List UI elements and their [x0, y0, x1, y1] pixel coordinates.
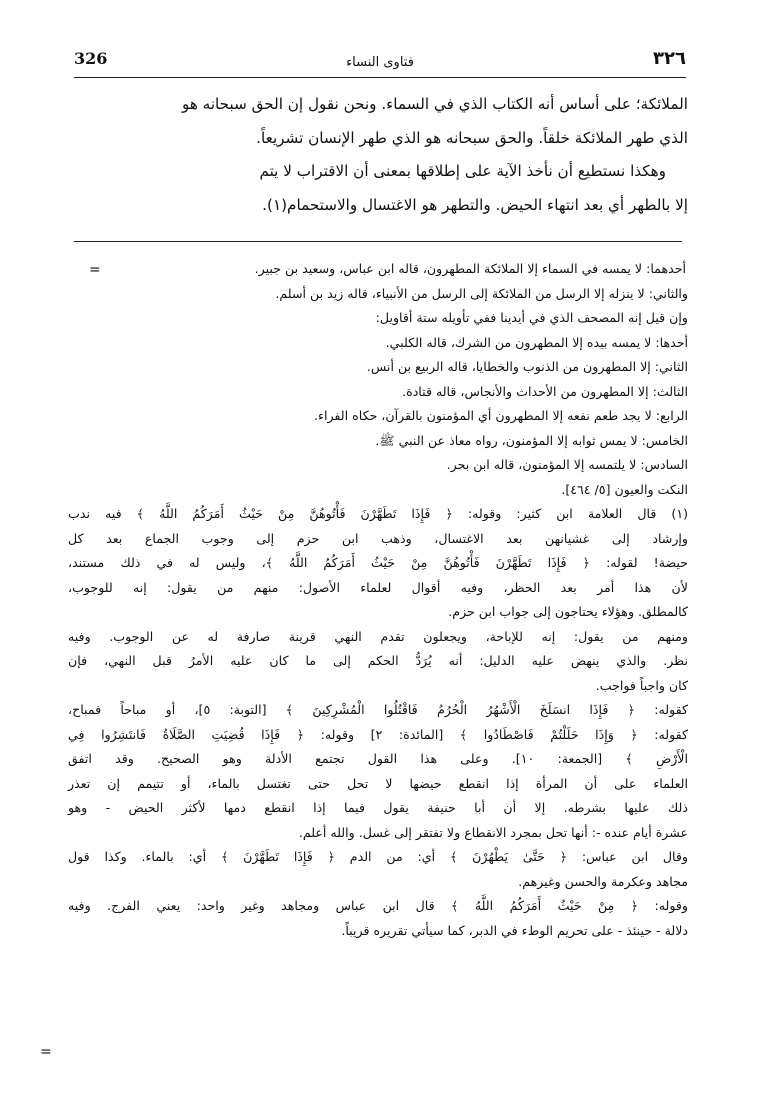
footnote-line: حيضة! لقوله: ﴿ فَإِذَا تَطَهَّرْنَ فَأْتُوهُنَّ مِنْ حَيْثُ أَمَرَكُمُ اللَّهُ ﴾، وليس له في ذلك مستند، — [68, 555, 688, 570]
footnotes — [68, 257, 688, 943]
footnote-line: دلالة - حينئذ - على تحريم الوطء في الدبر، كما سيأتي تقريره قريباً. — [341, 922, 688, 938]
footnote-line: كان واجباً فواجب. — [595, 677, 688, 693]
end-mark: = — [40, 1044, 52, 1060]
page-number-arabic: ٣٢٦ — [653, 48, 686, 69]
page-header — [74, 47, 686, 78]
footnote-line: مجاهد وعكرمة والحسن وغيرهم. — [518, 873, 688, 889]
footnote-line: أحدهما: لا يمسه في السماء إلا الملائكة المطهرون، قاله ابن عباس، وسعيد بن جبير. — [254, 261, 686, 276]
footnote-line: (١) قال العلامة ابن كثير: وقوله: ﴿ فَإِذَا تَطَهَّرْنَ فَأْتُوهُنَّ مِنْ حَيْثُ أَمَرَكُمُ اللَّهُ ﴾ فيه ندب — [68, 506, 688, 521]
footnote-line: عشرة أيام عنده -: أنها تحل بمجرد الانقطاع ولا تفتقر إلى غسل. والله أعلم. — [298, 824, 688, 840]
footnote-line: والثاني: لا ينزله إلا الرسل من الملائكة إلى الرسل من الأنبياء، قاله زيد بن أسلم. — [275, 285, 688, 301]
main-line: وهكذا نستطيع أن نأخذ الآية على إطلاقها بمعنى أن الاقتراب لا يتم — [259, 162, 666, 180]
footnote-line: كقوله: ﴿ فَإِذَا انسَلَخَ الْأَشْهُرُ الْحُرُمُ فَاقْتُلُوا الْمُشْرِكِينَ ﴾ [التوبة: ٥]، أو مباحاً فمباح، — [68, 702, 688, 717]
footnote-line: وقوله: ﴿ مِنْ حَيْثُ أَمَرَكُمُ اللَّهُ ﴾ قال ابن عباس ومجاهد وغير واحد: يعني الفرج. وفيه — [68, 898, 688, 913]
footnote-line: كالمطلق. وهؤلاء يحتاجون إلى جواب ابن حزم. — [448, 604, 688, 619]
footnote-line: الثاني: إلا المطهرون من الذنوب والخطايا، قاله الربيع بن أنس. — [366, 359, 688, 374]
main-line: إلا بالطهر أي بعد انتهاء الحيض. والتطهر هو الاغتسال والاستحمام(١). — [262, 195, 688, 214]
footnote-line: كقوله: ﴿ وَإِذَا حَلَلْتُمْ فَاصْطَادُوا ﴾ [المائدة: ٢] وقوله: ﴿ فَإِذَا قُضِيَتِ الصَّلَاةُ فَانتَشِرُوا فِي — [68, 726, 688, 742]
footnote-line: لأن هذا أمر بعد الحظر، وفيه أقوال لعلماء الأصول: منهم من يقول: إنه للوجوب، — [68, 579, 688, 595]
main-line: الذي طهر الملائكة خلقاً. والحق سبحانه هو الذي طهر الإنسان تشريعاً. — [256, 128, 688, 147]
footnote-line: السادس: لا يلتمسه إلا المؤمنون، قاله ابن بحر. — [446, 457, 688, 472]
page-number-latin: 326 — [74, 49, 108, 68]
footnote-line: وإرشاد إلى غشيانهن بعد الاغتسال، وذهب ابن حزم إلى وجوب الجماع بعد كل — [68, 530, 688, 546]
footnote-line: وقال ابن عباس: ﴿ حَتَّىٰ يَطْهُرْنَ ﴾ أي: من الدم ﴿ فَإِذَا تَطَهَّرْنَ ﴾ أي: بالماء. وكذا قول — [68, 849, 688, 864]
footnote-line: أحدها: لا يمسه بيده إلا المطهرون من الشرك، قاله الكلبي. — [385, 334, 688, 350]
running-title: فتاوى النساء — [346, 55, 414, 70]
footnote-separator — [74, 241, 682, 242]
footnote-line: الرابع: لا يجد طعم نفعه إلا المطهرون أي المؤمنون بالقرآن، حكاه الفراء. — [314, 408, 688, 423]
continuation-mark: = — [89, 262, 101, 278]
main-line: الملائكة؛ على أساس أنه الكتاب الذي في السماء. ونحن نقول إن الحق سبحانه هو — [182, 95, 688, 113]
footnote-line: ذلك عليها بشرطه. إلا أن أبا حنيفة يقول فيما إذا انقطع دمها لأكثر الحيض - وهو — [68, 800, 688, 815]
footnote-line: الثالث: إلا المطهرون من الأحداث والأنجاس، قاله قتادة. — [402, 383, 688, 399]
footnote-line: الخامس: لا يمس ثوابه إلا المؤمنون، رواه معاذ عن النبي ﷺ. — [375, 432, 688, 448]
footnote-line: ومنهم من يقول: إنه للإباحة، ويجعلون تقدم النهي قرينة صارفة له عن الوجوب. وفيه — [68, 628, 688, 644]
footnote-line: الْأَرْضِ ﴾ [الجمعة: ١٠]. وعلى هذا القول تجتمع الأدلة وهو الصحيح. وقد اتفق — [68, 751, 688, 766]
footnote-line: نظر. والذي ينهض عليه الدليل: أنه يُرَدُّ الحكم إلى ما كان عليه الأمرُ قبل النهي، فإن — [68, 653, 688, 668]
footnote-line: وإن قيل إنه المصحف الذي في أيدينا ففي تأويله ستة أقاويل: — [375, 310, 688, 325]
main-text — [70, 88, 688, 222]
footnote-line: العلماء على أن المرأة إذا انقطع حيضها لا تحل حتى تغتسل بالماء، أو تتيمم إن تعذر — [68, 775, 688, 791]
footnote-line: النكت والعيون [٥/ ٤٦٤]. — [561, 481, 688, 497]
